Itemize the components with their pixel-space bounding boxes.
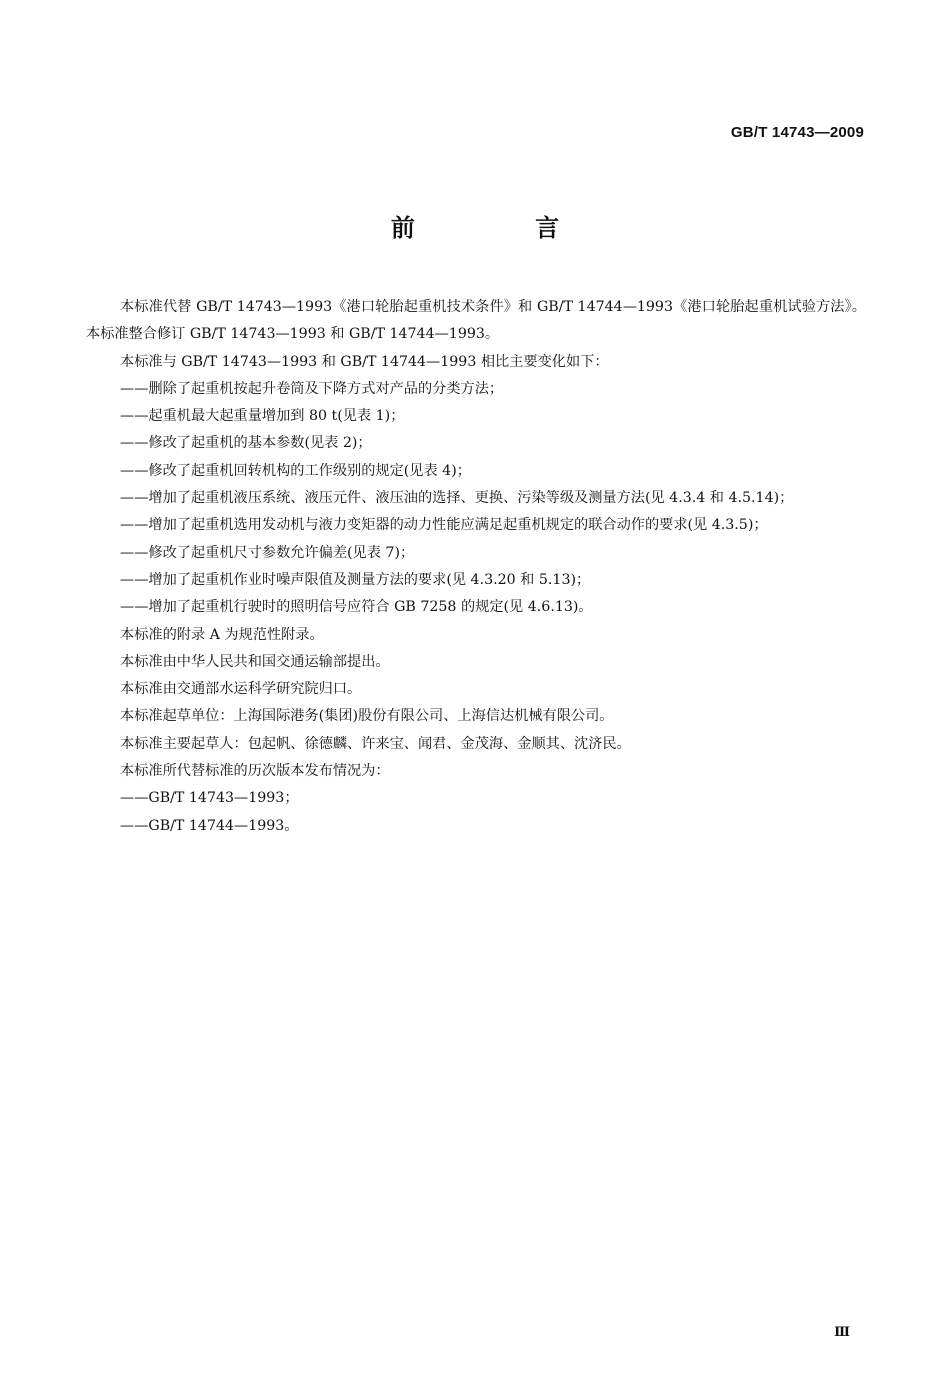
list-item: ——起重机最大起重量增加到 80 t(见表 1)； — [120, 408, 405, 425]
history-item: ——GB/T 14743—1993； — [120, 790, 299, 807]
list-item: ——删除了起重机按起升卷筒及下降方式对产品的分类方法； — [120, 380, 504, 397]
page-number: Ⅲ — [834, 1325, 850, 1340]
paragraph-replacement: 本标准代替 GB/T 14743—1993《港口轮胎起重机技术条件》和 GB/T 14744—1993《港口轮胎起重机试验方法》。本标准整合修订 GB/T 14743—1993 和 GB/T 14744—1993。 — [86, 299, 866, 343]
paragraph-administrator: 本标准由交通部水运科学研究院归口。 — [120, 681, 362, 698]
paragraph-changes-intro: 本标准与 GB/T 14743—1993 和 GB/T 14744—1993 相比主要变化如下： — [120, 353, 609, 370]
list-item: ——修改了起重机尺寸参数允许偏差(见表 7)； — [120, 544, 415, 561]
document-body — [86, 294, 866, 840]
list-item: ——修改了起重机的基本参数(见表 2)； — [120, 435, 372, 452]
list-item: ——增加了起重机液压系统、液压元件、液压油的选择、更换、污染等级及测量方法(见 4.3.4 和 4.5.14)； — [120, 490, 794, 507]
list-item: ——修改了起重机回转机构的工作级别的规定(见表 4)； — [120, 462, 471, 479]
history-item: ——GB/T 14744—1993。 — [120, 817, 299, 834]
list-item: ——增加了起重机行驶时的照明信号应符合 GB 7258 的规定(见 4.6.13)。 — [120, 599, 593, 616]
list-item: ——增加了起重机作业时噪声限值及测量方法的要求(见 4.3.20 和 5.13)； — [120, 571, 591, 588]
paragraph-proposer: 本标准由中华人民共和国交通运输部提出。 — [120, 653, 390, 670]
paragraph-drafters: 本标准主要起草人：包起帆、徐德麟、许来宝、闻君、金茂海、金顺其、沈济民。 — [120, 735, 631, 752]
list-item: ——增加了起重机选用发动机与液力变矩器的动力性能应满足起重机规定的联合动作的要求(见 4.3.5)； — [120, 517, 768, 534]
paragraph-drafting-units: 本标准起草单位：上海国际港务(集团)股份有限公司、上海信达机械有限公司。 — [120, 708, 614, 725]
paragraph-history-intro: 本标准所代替标准的历次版本发布情况为： — [120, 763, 390, 780]
page-title: 前 言 — [390, 214, 616, 242]
paragraph-appendix: 本标准的附录 A 为规范性附录。 — [120, 626, 324, 643]
document-code: GB/T 14743—2009 — [730, 124, 864, 141]
